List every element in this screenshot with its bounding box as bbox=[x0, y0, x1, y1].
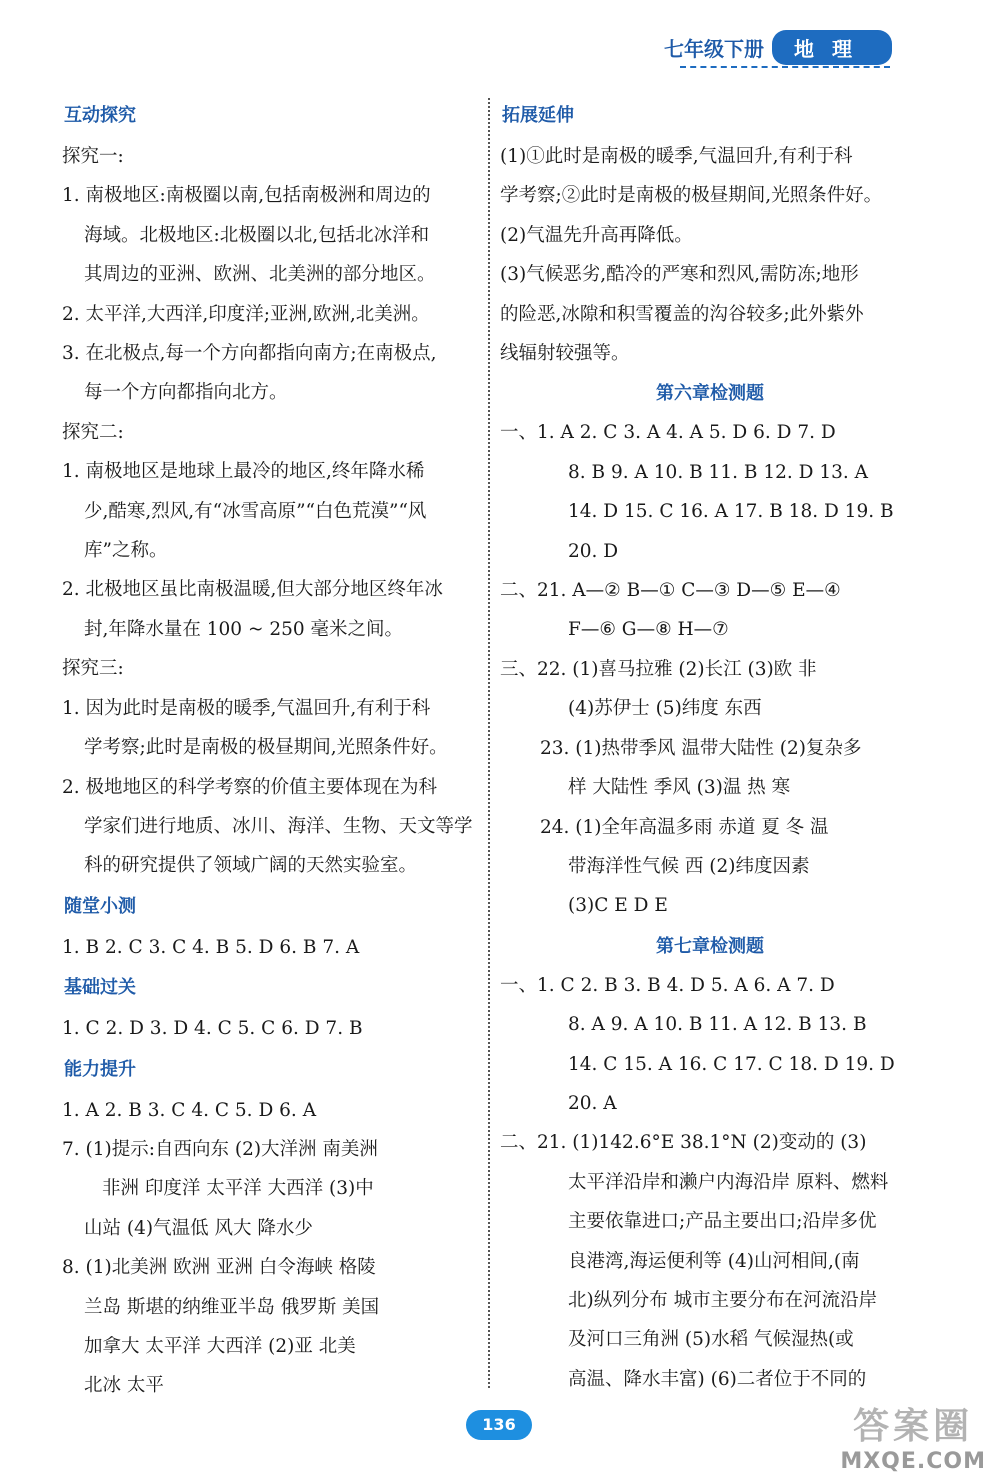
answer-line: 样 大陆性 季风 (3)温 热 寒 bbox=[568, 777, 791, 799]
answer-line: 北)纵列分布 城市主要分布在河流沿岸 bbox=[568, 1289, 878, 1311]
right-column bbox=[500, 95, 920, 1399]
answer-line: 的险恶,冰隙和积雪覆盖的沟谷较多;此外紫外 bbox=[500, 303, 864, 325]
section-heading: 拓展延伸 bbox=[502, 105, 574, 126]
answer-line: 14. D 15. C 16. A 17. B 18. D 19. B bbox=[568, 501, 894, 523]
subject-badge: 地理 bbox=[772, 30, 892, 65]
answer-line: 2. 太平洋,大西洋,印度洋;亚洲,欧洲,北美洲。 bbox=[62, 303, 430, 325]
answer-line: 库”之称。 bbox=[84, 540, 168, 562]
answer-line: 科的研究提供了领域广阔的天然实验室。 bbox=[84, 855, 418, 877]
section-heading: 基础过关 bbox=[64, 977, 136, 999]
answer-line: 3. 在北极点,每一个方向都指向南方;在南极点, bbox=[62, 343, 437, 365]
answer-line: 加拿大 太平洋 大西洋 (2)亚 北美 bbox=[84, 1335, 356, 1357]
answer-line: 山站 (4)气温低 风大 降水少 bbox=[84, 1217, 313, 1239]
answer-line: 线辐射较强等。 bbox=[500, 343, 630, 365]
answer-line: 每一个方向都指向北方。 bbox=[84, 382, 288, 404]
page-header bbox=[664, 30, 892, 65]
answer-line: 探究二: bbox=[62, 421, 124, 443]
answer-line: 一、1. C 2. B 3. B 4. D 5. A 6. A 7. D bbox=[500, 974, 835, 996]
answer-line: 1. A 2. B 3. C 4. C 5. D 6. A bbox=[62, 1099, 317, 1121]
left-column bbox=[62, 95, 480, 1406]
answer-line: 其周边的亚洲、欧洲、北美洲的部分地区。 bbox=[84, 264, 436, 286]
answer-line: 2. 极地地区的科学考察的价值主要体现在为科 bbox=[62, 776, 438, 798]
answer-line: F—⑥ G—⑧ H—⑦ bbox=[568, 619, 729, 641]
answer-line: 8. A 9. A 10. B 11. A 12. B 13. B bbox=[568, 1014, 867, 1036]
answer-line: (4)苏伊士 (5)纬度 东西 bbox=[568, 698, 762, 720]
answer-line: 一、1. A 2. C 3. A 4. A 5. D 6. D 7. D bbox=[500, 422, 836, 444]
answer-line: 北冰 太平 bbox=[84, 1375, 164, 1397]
answer-line: 14. C 15. A 16. C 17. C 18. D 19. D bbox=[568, 1053, 895, 1075]
watermark bbox=[840, 1398, 986, 1474]
answer-line: 23. (1)热带季风 温带大陆性 (2)复杂多 bbox=[540, 737, 862, 759]
answer-line: 24. (1)全年高温多雨 赤道 夏 冬 温 bbox=[540, 816, 829, 838]
answer-line: 20. A bbox=[568, 1092, 617, 1114]
watermark-logo: 答案圈 bbox=[853, 1406, 974, 1447]
answer-line: 1. 南极地区是地球上最冷的地区,终年降水稀 bbox=[62, 461, 425, 483]
answer-line: 兰岛 斯堪的纳维亚半岛 俄罗斯 美国 bbox=[84, 1296, 380, 1318]
answer-line: 7. (1)提示:自西向东 (2)大洋洲 南美洲 bbox=[62, 1138, 378, 1160]
chapter-test-title: 第六章检测题 bbox=[656, 383, 764, 405]
answer-line: (1)①此时是南极的暖季,气温回升,有利于科 bbox=[500, 146, 853, 167]
section-heading: 能力提升 bbox=[64, 1058, 136, 1080]
answer-line: 非洲 印度洋 太平洋 大西洋 (3)中 bbox=[102, 1178, 374, 1200]
answer-line: 2. 北极地区虽比南极温暖,但大部分地区终年冰 bbox=[62, 579, 443, 601]
answer-line: 带海洋性气候 西 (2)纬度因素 bbox=[568, 855, 810, 877]
page-number: 136 bbox=[466, 1410, 532, 1440]
column-divider bbox=[488, 98, 490, 1388]
answer-line: 探究一: bbox=[62, 146, 124, 167]
answer-line: (3)气候恶劣,酷冷的严寒和烈风,需防冻;地形 bbox=[500, 264, 859, 286]
answer-line: 二、21. (1)142.6°E 38.1°N (2)变动的 (3) bbox=[500, 1132, 867, 1154]
answer-line: 1. B 2. C 3. C 4. B 5. D 6. B 7. A bbox=[62, 936, 360, 958]
grade-label: 七年级下册 bbox=[664, 37, 764, 61]
answer-line: 8. (1)北美洲 欧洲 亚洲 白令海峡 格陵 bbox=[62, 1257, 376, 1279]
section-heading: 互动探究 bbox=[64, 105, 136, 126]
answer-line: 太平洋沿岸和濑户内海沿岸 原料、燃料 bbox=[568, 1171, 889, 1193]
watermark-url: MXQE.COM bbox=[840, 1449, 986, 1474]
answer-line: 少,酷寒,烈风,有“冰雪高原”“白色荒漠”“风 bbox=[84, 500, 427, 522]
answer-line: 学考察;此时是南极的极昼期间,光照条件好。 bbox=[84, 737, 448, 759]
answer-line: (2)气温先升高再降低。 bbox=[500, 224, 693, 246]
answer-line: 海域。北极地区:北极圈以北,包括北冰洋和 bbox=[84, 224, 430, 246]
answer-line: (3)C E D E bbox=[568, 895, 668, 917]
answer-line: 20. D bbox=[568, 540, 619, 562]
answer-line: 学家们进行地质、冰川、海洋、生物、天文等学 bbox=[84, 815, 473, 837]
answer-line: 探究三: bbox=[62, 658, 124, 680]
answer-line: 及河口三角洲 (5)水稻 气候湿热(或 bbox=[568, 1329, 854, 1351]
chapter-test-title: 第七章检测题 bbox=[656, 935, 764, 957]
answer-line: 主要依靠进口;产品主要出口;沿岸多优 bbox=[568, 1211, 877, 1233]
answer-line: 1. 南极地区:南极圈以南,包括南极洲和周边的 bbox=[62, 185, 431, 207]
answer-line: 8. B 9. A 10. B 11. B 12. D 13. A bbox=[568, 461, 869, 483]
section-heading: 随堂小测 bbox=[64, 895, 136, 917]
answer-line: 良港湾,海运便利等 (4)山河相间,(南 bbox=[568, 1250, 860, 1272]
answer-line: 封,年降水量在 100 ~ 250 毫米之间。 bbox=[84, 618, 404, 640]
answer-line: 1. 因为此时是南极的暖季,气温回升,有利于科 bbox=[62, 697, 431, 719]
answer-line: 高温、降水丰富) (6)二者位于不同的 bbox=[568, 1368, 867, 1390]
header-rule bbox=[680, 66, 890, 68]
answer-line: 1. C 2. D 3. D 4. C 5. C 6. D 7. B bbox=[62, 1018, 363, 1040]
answer-line: 学考察;②此时是南极的极昼期间,光照条件好。 bbox=[500, 185, 883, 207]
answer-line: 二、21. A—② B—① C—③ D—⑤ E—④ bbox=[500, 580, 841, 602]
answer-line: 三、22. (1)喜马拉雅 (2)长江 (3)欧 非 bbox=[500, 658, 817, 680]
